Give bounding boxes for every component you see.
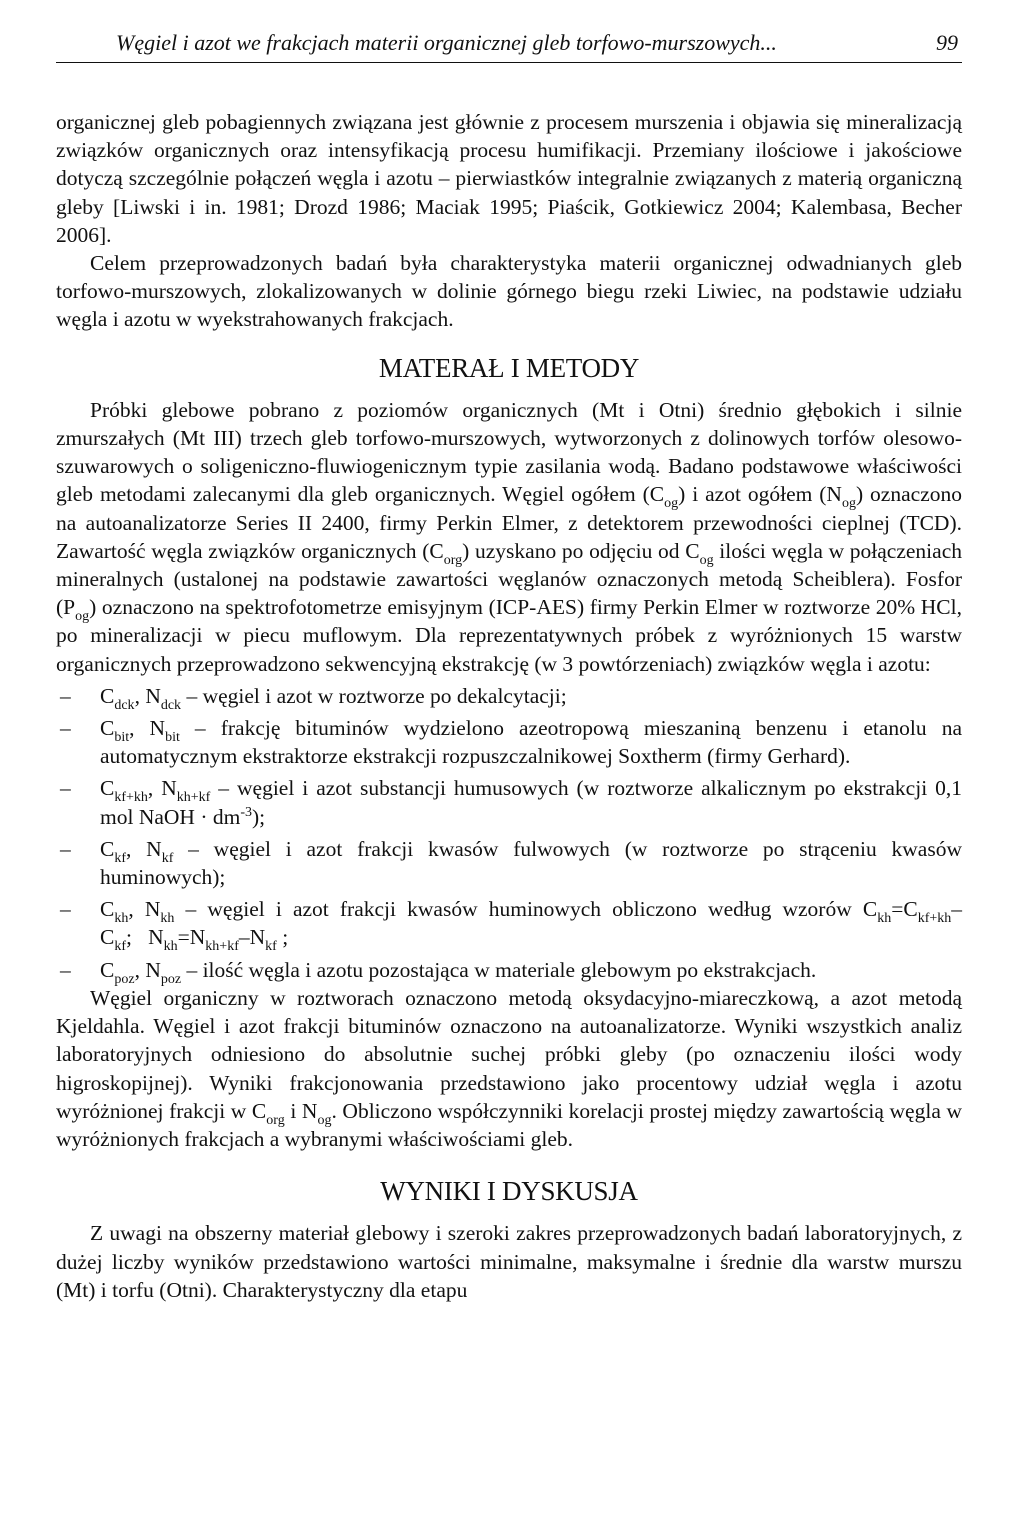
running-title: Węgiel i azot we frakcjach materii organicznej gleb torfowo-murszowych... bbox=[116, 30, 777, 55]
subscript: kh bbox=[877, 911, 892, 927]
methods-paragraph-2 bbox=[56, 984, 962, 1153]
text-run: Węgiel organiczny w roztworach oznaczono metodą oksydacyjno-miareczkową, a azot metodą Kjeldahla. Węgiel i azot frakcji bituminów oznaczono na autoanalizatorze. Wyniki wszystkich analiz laboratoryjnych odniesiono do absolutnie suchej próbki gleby (po oznaczeniu ilości wody higroskopijnej). Wyniki frakcjonowania przedstawiono jako procentowy udział węgla i azotu wyróżnionej frakcji w C bbox=[56, 985, 962, 1123]
list-dash: – bbox=[60, 776, 71, 801]
subscript: bit bbox=[165, 730, 180, 746]
text-run: – węgiel i azot frakcji kwasów fulwowych (w roztworze po strąceniu kwasów huminowych); bbox=[100, 836, 962, 890]
text-run: , N bbox=[126, 836, 162, 861]
text-run: – węgiel i azot w roztworze po dekalcytacji; bbox=[181, 683, 567, 708]
subscript: og bbox=[75, 609, 90, 625]
text-run: C bbox=[100, 957, 115, 982]
text-run: C bbox=[100, 897, 115, 922]
text-run: , N bbox=[134, 957, 161, 982]
text-run: , N bbox=[134, 683, 161, 708]
subscript: org bbox=[266, 1112, 285, 1128]
list-item bbox=[56, 714, 962, 770]
text-run: ); bbox=[252, 804, 266, 829]
subscript: kf bbox=[114, 939, 127, 955]
formula-run: ; bbox=[276, 925, 289, 950]
subscript: dck bbox=[114, 697, 135, 713]
subscript: kh+kf bbox=[205, 939, 239, 955]
text-run: , N bbox=[147, 776, 177, 801]
subscript: org bbox=[443, 552, 463, 568]
subscript: og bbox=[699, 552, 714, 568]
page-number: 99 bbox=[936, 30, 958, 55]
subscript: kf+kh bbox=[114, 790, 148, 806]
intro-paragraph-1: organicznej gleb pobagiennych związana jest głównie z procesem murszenia i objawia się mineralizacją związków organicznych oraz intensyfikacją procesu humifikacji. Przemiany ilościowe i jakościowe dotyczą szczególnie połączeń węgla i azotu – pierwiastków integralnie związanych z materią organiczną gleby [Liwski i in. 1981; Drozd 1986; Maciak 1995; Piaścik, Gotkiewicz 2004; Kalembasa, Becher 2006]. bbox=[56, 110, 962, 247]
section-heading-results: WYNIKI I DYSKUSJA bbox=[380, 1176, 638, 1207]
text-run: ) oznaczono na autoanalizatorze Series II 2400, firmy Perkin Elmer, z detektorem przewodności cieplnej (TCD). Zawartość węgla związków organicznych (C bbox=[56, 482, 962, 563]
subscript: og bbox=[317, 1112, 332, 1128]
running-header bbox=[56, 26, 962, 63]
subscript: kh bbox=[114, 911, 129, 927]
text-run: Próbki glebowe pobrano z poziomów organicznych (Mt i Otni) średnio głębokich i silnie zmurszałych (Mt III) trzech gleb torfowo-murszowych, wytworzonych z dolinowych torfów olesowo-szuwarowych o soligeniczno-fluwiogenicznym typie zasilania wodą. Badano podstawowe właściwości gleb metodami zalecanymi dla gleb organicznych. Węgiel ogółem (C bbox=[56, 397, 962, 507]
text-run: , N bbox=[129, 716, 166, 741]
text-run: ilości węgla w połączeniach mineralnych (ustalonej na podstawie zawartości węglanów oznaczonych metodą Scheiblera). Fosfor (P bbox=[56, 538, 962, 620]
subscript: dck bbox=[160, 697, 182, 713]
text-run: ) uzyskano po odjęciu od C bbox=[462, 538, 700, 563]
list-item bbox=[56, 774, 962, 830]
subscript: kf bbox=[161, 850, 174, 866]
extraction-list bbox=[56, 682, 963, 987]
intro-paragraph-2: Celem przeprowadzonych badań była charakterystyka materii organicznej odwadnianych gleb torfowo-murszowych, zlokalizowanych w dolinie górnego biegu rzeki Liwiec, na podstawie udziału węgla i azotu w wyekstrahowanych frakcjach. bbox=[56, 251, 962, 332]
subscript: kh bbox=[160, 911, 175, 927]
subscript: kh bbox=[163, 939, 178, 955]
text-run: – frakcję bituminów wydzielono azeotropową mieszaniną benzenu i etanolu na automatycznym ekstraktorze ekstrakcji rozpuszczalnikowej Soxtherm (firmy Gerhard). bbox=[100, 716, 962, 769]
list-dash: – bbox=[60, 957, 71, 982]
formula-run: C bbox=[862, 897, 878, 922]
list-dash: – bbox=[60, 716, 71, 741]
superscript: -3 bbox=[240, 804, 252, 820]
text-run: – węgiel i azot substancji humusowych (w roztworze alkalicznym po ekstrakcji 0,1 mol NaOH · dm bbox=[100, 776, 963, 829]
text-run: C bbox=[100, 836, 115, 861]
subscript: poz bbox=[160, 971, 182, 987]
subscript: poz bbox=[114, 971, 135, 987]
formula-run: =C bbox=[891, 897, 918, 922]
formula-run: –N bbox=[238, 925, 266, 950]
subscript: kf bbox=[114, 850, 127, 866]
text-run: ) i azot ogółem (N bbox=[678, 482, 842, 507]
section-heading-methods: MATERAŁ I METODY bbox=[378, 352, 640, 383]
list-item bbox=[56, 895, 962, 955]
subscript: kf+kh bbox=[917, 911, 952, 927]
list-item bbox=[56, 956, 962, 987]
list-item bbox=[56, 835, 962, 891]
text-run: i N bbox=[284, 1098, 318, 1123]
text-run: . Obliczono współczynniki korelacji prostej między zawartością węgla w wyróżnionych frakcjach a wybranymi właściwościami gleb. bbox=[56, 1098, 963, 1151]
subscript: og bbox=[841, 496, 856, 512]
text-run: – węgiel i azot frakcji kwasów huminowych obliczono według wzorów bbox=[174, 897, 863, 922]
text-run: C bbox=[100, 716, 115, 741]
body-text bbox=[56, 108, 962, 1304]
formula-run: ; N bbox=[126, 925, 164, 950]
subscript: og bbox=[664, 496, 679, 512]
subscript: kh+kf bbox=[176, 790, 211, 806]
text-run: – ilość węgla i azotu pozostająca w materiale glebowym po ekstrakcjach. bbox=[181, 957, 817, 982]
text-run: C bbox=[100, 776, 115, 801]
list-dash: – bbox=[60, 897, 71, 922]
formula-run: =N bbox=[177, 925, 206, 950]
subscript: bit bbox=[114, 730, 130, 746]
list-item bbox=[56, 682, 962, 713]
results-paragraph-1: Z uwagi na obszerny materiał glebowy i szeroki zakres przeprowadzonych badań laboratoryjnych, z dużej liczby wyników przedstawiono wartości minimalne, maksymalne i średnie dla warstw murszu (Mt) i torfu (Otni). Charakterystyczny dla etapu bbox=[56, 1221, 962, 1302]
text-run: C bbox=[100, 683, 115, 708]
text-run: ) oznaczono na spektrofotometrze emisyjnym (ICP-AES) firmy Perkin Elmer w roztworze 20% HCl, po mineralizacji w piecu muflowym. Dla reprezentatywnych próbek z wyróżnionych 15 warstw organicznych przeprowadzono sekwencyjną ekstrakcję (w 3 powtórzeniach) związków węgla i azotu: bbox=[56, 595, 962, 676]
text-run: , N bbox=[128, 897, 161, 922]
list-dash: – bbox=[60, 683, 71, 708]
subscript: kf bbox=[265, 939, 277, 955]
formula-run: – C bbox=[100, 897, 962, 950]
methods-paragraph-1 bbox=[56, 396, 962, 678]
list-dash: – bbox=[60, 836, 71, 861]
